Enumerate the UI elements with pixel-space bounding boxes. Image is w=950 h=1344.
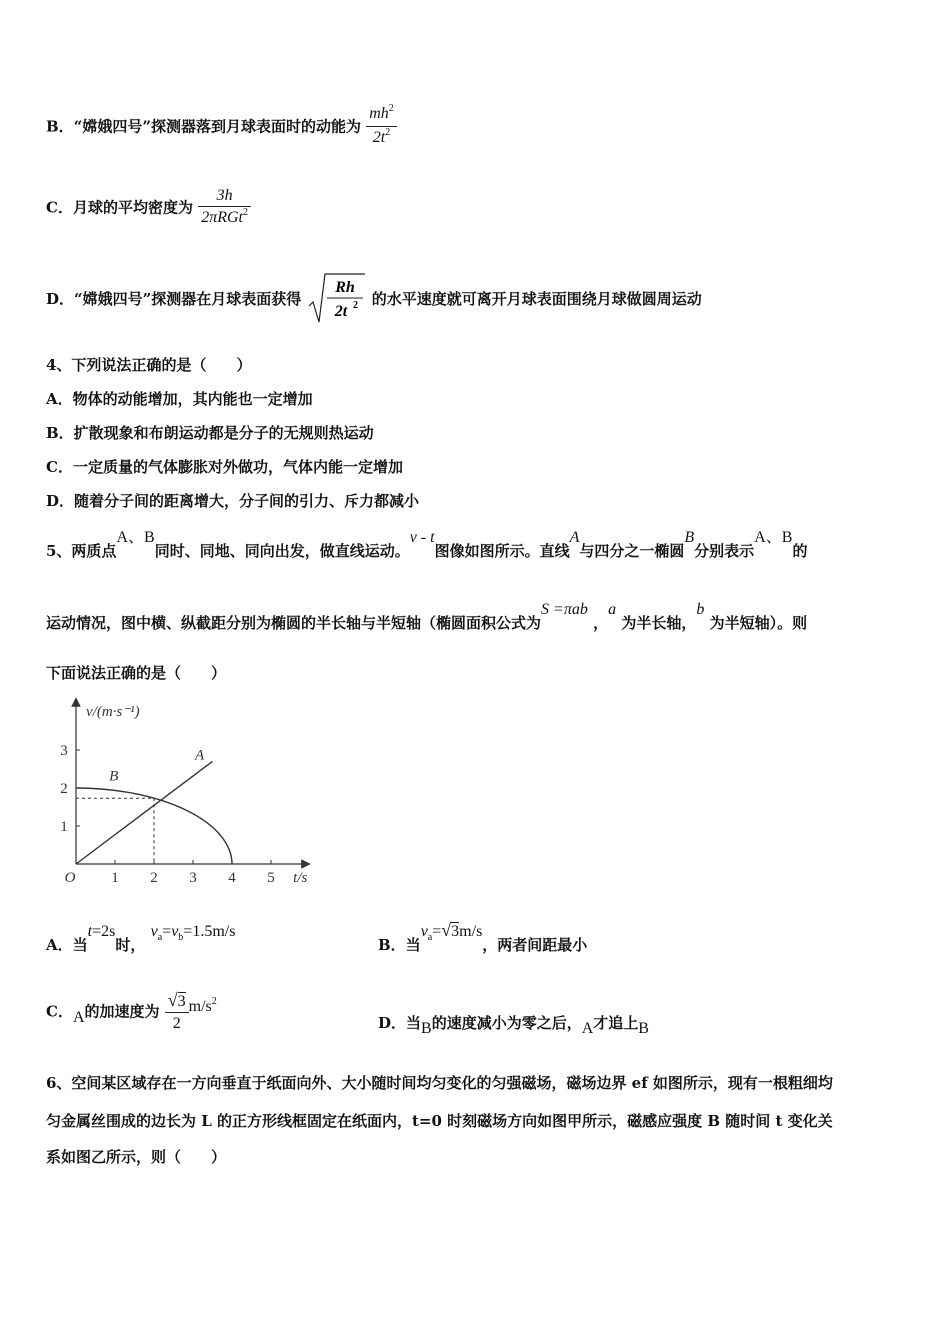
option-label: C． — [46, 198, 73, 217]
q4-stem: 4、下列说法正确的是（ ） — [46, 356, 252, 374]
series-b-label: B — [109, 768, 119, 785]
origin-label: O — [64, 870, 76, 886]
q6-line1: 6、空间某区域存在一方向垂直于纸面向外、大小随时间均匀变化的匀强磁场，磁场边界 ef 如图所示，现有一根粗细均 — [46, 1074, 833, 1092]
option-text: 月球的平均密度为 — [72, 198, 193, 217]
q5-option-d: D．当B的速度减小为零之后，A才追上B — [378, 1014, 649, 1037]
q5-option-b: B．当$v_a=√3m/s$，两者间距最小 — [378, 920, 588, 954]
vt-graph — [58, 696, 328, 896]
q3-option-d — [46, 272, 702, 328]
q5-stem-line1: 5、两质点A、B同时、同地、同向出发，做直线运动。v - t图像如图所示。直线A与四分之一椭圆B分别表示A、B的 — [46, 529, 808, 560]
q4-option-a: A．物体的动能增加，其内能也一定增加 — [46, 390, 313, 408]
option-label: B． — [46, 117, 74, 136]
y-tick-label: 3 — [60, 743, 68, 759]
q6-line3: 系如图乙所示，则（ ） — [46, 1148, 227, 1166]
svg-text:2: 2 — [352, 300, 358, 311]
option-label: D． — [46, 290, 75, 308]
q6-line2: 匀金属丝围成的边长为 L 的正方形线框固定在纸面内，t=0 时刻磁场方向如图甲所示，磁感应强度 B 随时间 t 变化关 — [46, 1112, 833, 1130]
q5-stem-line3: 下面说法正确的是（ ） — [46, 664, 227, 682]
q4-option-c: C．一定质量的气体膨胀对外做功，气体内能一定增加 — [46, 458, 403, 476]
series-a-label: A — [194, 747, 205, 764]
svg-text:Rh: Rh — [334, 279, 355, 296]
q3-option-c — [46, 186, 251, 231]
q5-stem-line2: 运动情况，图中横、纵截距分别为椭圆的半长轴与半短轴（椭圆面积公式为S =πab ，a 为半长轴，b 为半短轴）。则 — [46, 601, 808, 632]
kinetic-energy-fraction: $\frac{mh^2}{2t^2}$ — [366, 104, 397, 151]
y-axis-label: v/(m·s⁻¹) — [86, 704, 140, 720]
svg-text:2t: 2t — [334, 303, 347, 320]
x-tick-label: 1 — [111, 870, 119, 886]
q3-option-b — [46, 104, 397, 151]
density-fraction: $\frac{3h}{2\pi RGt^2}$ — [198, 186, 251, 231]
y-tick-label: 2 — [60, 781, 68, 797]
q5-option-a: A．当t=2s时， $v_a=v_b=1.5m/s$ — [46, 923, 236, 954]
x-axis-label: t/s — [293, 870, 308, 886]
x-tick-label: 3 — [189, 870, 197, 886]
q4-option-b: B．扩散现象和布朗运动都是分子的无规则热运动 — [46, 424, 374, 442]
option-text: “嫦娥四号”探测器落到月球表面时的动能为 — [73, 117, 361, 136]
q5-option-c: C．A的加速度为 $\frac{√3}{2}$ $m/s^2$ — [46, 990, 217, 1035]
acceleration-fraction: $\frac{√3}{2}$ — [165, 990, 189, 1035]
y-tick-label: 1 — [60, 819, 68, 835]
x-tick-label: 4 — [228, 870, 236, 886]
x-tick-label: 5 — [267, 870, 275, 886]
sqrt-icon — [307, 272, 367, 328]
option-text-tail: 的水平速度就可离开月球表面围绕月球做圆周运动 — [371, 290, 702, 308]
option-text: “嫦娥四号”探测器在月球表面获得 — [74, 290, 302, 308]
q4-option-d: D．随着分子间的距离增大，分子间的引力、斥力都减小 — [46, 492, 420, 510]
x-tick-label: 2 — [150, 870, 158, 886]
